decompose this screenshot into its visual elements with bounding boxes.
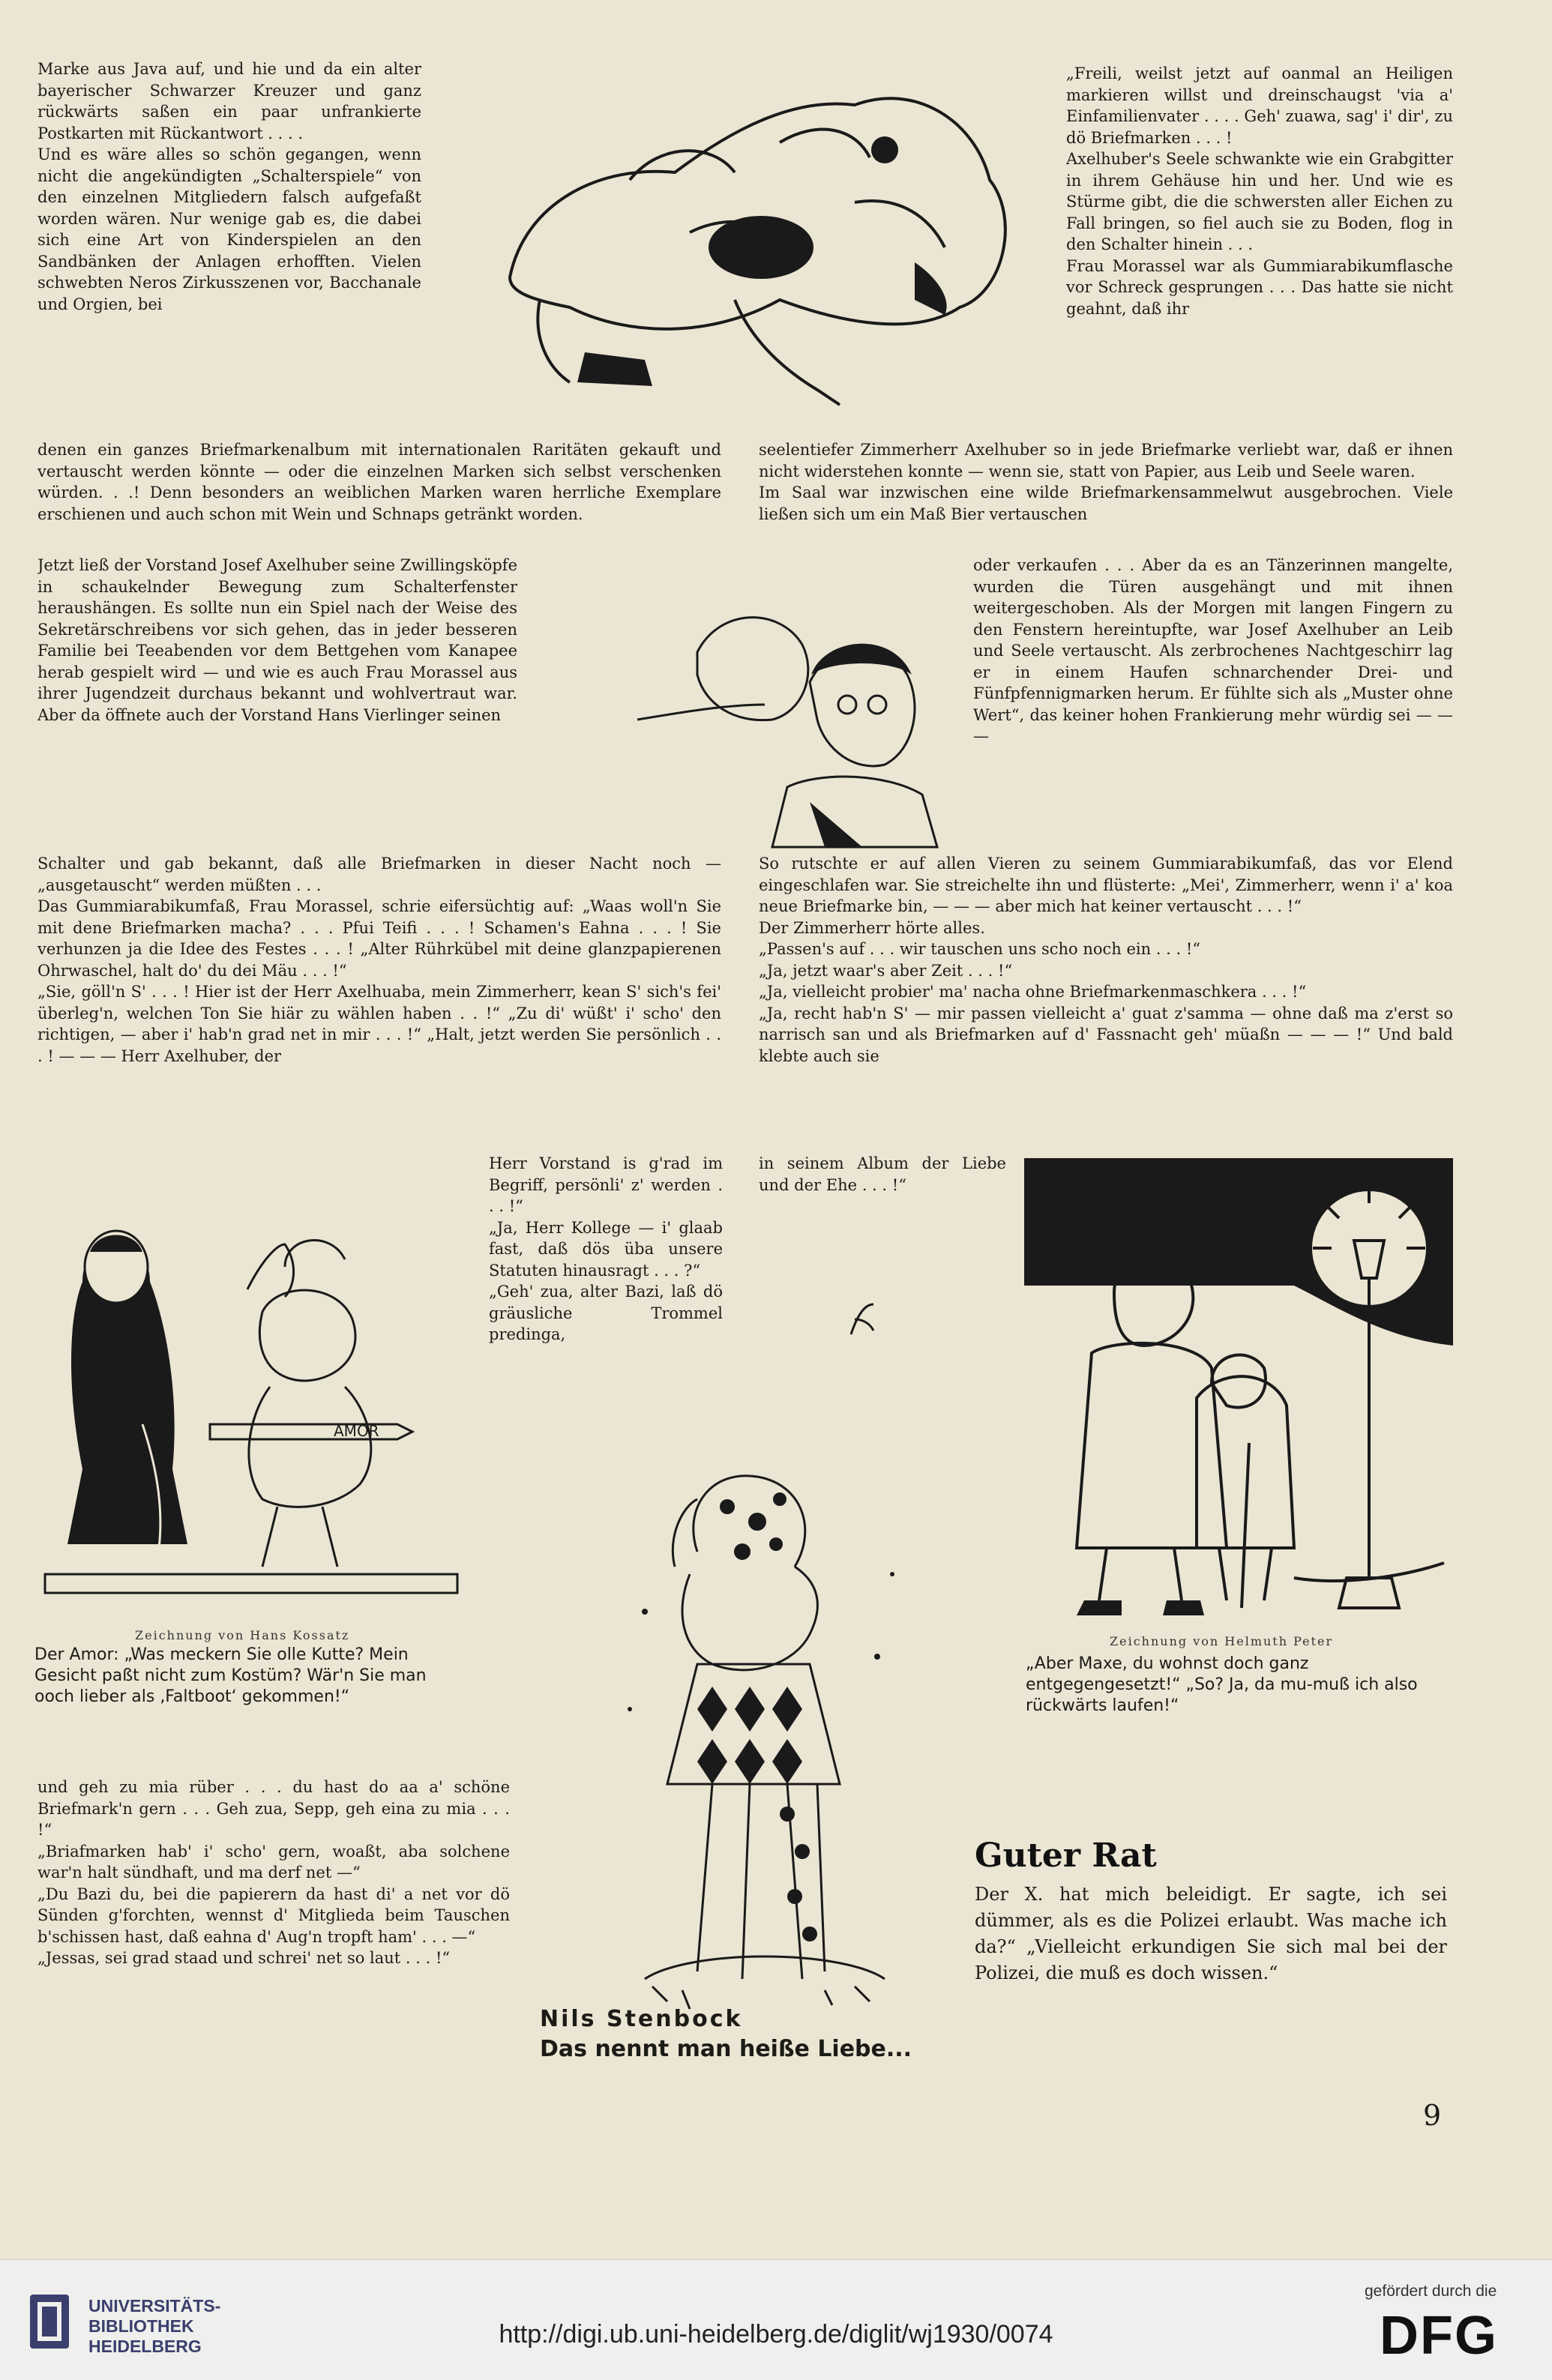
peter-credit: Zeichnung von Helmuth Peter xyxy=(1110,1634,1334,1648)
text-col2-top xyxy=(1066,63,1453,427)
paragraph: „Passen's auf . . . wir tauschen uns scho noch ein . . . !“ xyxy=(759,940,1201,958)
paragraph: seelentiefer Zimmerherr Axelhuber so in jede Briefmarke verliebt war, daß er ihnen nicht widerstehen konnte — wenn sie, statt von Papier, aus Leib und Seele waren. xyxy=(759,441,1453,480)
paragraph: Frau Morassel war als Gummiarabikumflasche vor Schreck gesprungen . . . Das hatte sie nicht geahnt, daß ihr xyxy=(1066,256,1453,318)
kossatz-credit: Zeichnung von Hans Kossatz xyxy=(135,1628,350,1642)
monk-cupid-drawing xyxy=(37,1199,472,1604)
institution-line: UNIVERSITÄTS- xyxy=(88,2296,221,2316)
paragraph: „Ja, jetzt waar's aber Zeit . . . !“ xyxy=(759,961,1013,980)
source-url-link[interactable]: http://digi.ub.uni-heidelberg.de/diglit/wj1930/0074 xyxy=(499,2320,1053,2349)
kossatz-caption: Der Amor: „Was meckern Sie olle Kutte? Mein Gesicht paßt nicht zum Kostüm? Wär'n Sie man ooch lieber als ‚Faltboot‘ gekommen!“ xyxy=(34,1645,427,1706)
paragraph: Der X. hat mich beleidigt. Er sagte, ich sei dümmer, als es die Polizei erlaubt. Was mache ich da?“ „Vielleicht erkundigen Sie sich mal bei der Polizei, die muß es doch wissen.“ xyxy=(975,1884,1447,1983)
paragraph: denen ein ganzes Briefmarkenalbum mit internationalen Raritäten gekauft und vertauscht werden könnte — oder die einzelnen Marken sich selbst verschenken würden. . .! Denn besonders an weiblichen Marken waren herrliche Exemplare erschienen und auch schon mit Wein und Schnaps getränkt worden. xyxy=(37,441,721,523)
text-col1-narrow xyxy=(489,1153,723,1408)
paragraph: Axelhuber's Seele schwankte wie ein Grabgitter in ihrem Gehäuse hin und her. Und wie es Stürme gibt, die die schwersten aller Eichen zu Fall bringen, so fiel auch sie zu Boden, flog in den Schalter hinein . . . xyxy=(1066,150,1453,253)
paragraph: „Geh' zua, alter Bazi, laß dö gräusliche Trommel predinga, xyxy=(489,1283,723,1343)
paragraph: „Sie, göll'n S' . . . ! Hier ist der Herr Axelhuaba, mein Zimmerherr, kean S' sich's fei' überleg'n, welchen Ton Sie hiär zu wählen haben . . !“ „Zu di' wüßt' i' scho' den richtigen, — aber i' hab'n grad net in mir . . . !“ „Halt, jetzt werden Sie persönlich . . . ! — — — Herr Axelhuber, der xyxy=(37,983,721,1065)
text-col1-bottom xyxy=(37,1777,510,2061)
paragraph: Schalter und gab bekannt, daß alle Briefmarken in dieser Nacht noch — „ausgetauscht“ werden müßten . . . xyxy=(37,855,721,894)
paragraph: in seinem Album der Liebe und der Ehe . . . !“ xyxy=(759,1154,1006,1194)
lamppost-drawing xyxy=(1024,1158,1453,1630)
guter-rat-heading: Guter Rat xyxy=(975,1837,1157,1875)
paragraph: Herr Vorstand is g'rad im Begriff, persönli' z' werden . . . !“ xyxy=(489,1154,723,1215)
institution-line: HEIDELBERG xyxy=(88,2337,202,2356)
institution-line: BIBLIOTHEK xyxy=(88,2316,194,2336)
paragraph: oder verkaufen . . . Aber da es an Tänzerinnen mangelte, wurden die Türen ausgehängt und mit ihnen weitergeschoben. Als der Morgen mit langen Fingern zu den Fenstern hereintupfte, war Josef Axelhuber an Leib und Seele vertauscht. Als zerbrochenes Nachtgeschirr lag er in einem Haufen schnarchender Drei- und Fünfpfennigmarken herum. Er fühlte sich als „Muster ohne Wert“, das keiner hohen Frankierung mehr würdig sei — — — xyxy=(973,556,1453,745)
digitization-footer xyxy=(0,2259,1552,2380)
amor-label: AMOR xyxy=(334,1422,379,1440)
clown-drawing xyxy=(600,1462,930,2016)
guter-rat-text xyxy=(975,1882,1447,2076)
funding-note: gefördert durch die xyxy=(1365,2283,1497,2300)
text-wide-right-1 xyxy=(759,439,1453,553)
ornament-drawing xyxy=(843,1297,881,1342)
paragraph: „Freili, weilst jetzt auf oanmal an Heiligen markieren willst und dreinschaugst 'via a' Einfamilienvater . . . . Geh' zuawa, sag' i' dir', zu dö Briefmarken . . . ! xyxy=(1066,64,1453,147)
paragraph: „Ja, vielleicht probier' ma' nacha ohne Briefmarkenmaschkera . . . !“ xyxy=(759,983,1307,1001)
paragraph: und geh zu mia rüber . . . du hast do aa a' schöne Briefmark'n gern . . . Geh zua, Sepp, geh eina zu mia . . . !“ xyxy=(37,1778,510,1839)
illustration-heap-of-figures xyxy=(465,52,1035,420)
paragraph: Marke aus Java auf, und hie und da ein alter bayerischer Schwarzer Kreuzer und ganz rückwärts saßen ein paar unfrankierte Postkarten mit Rückantwort . . . . xyxy=(37,60,421,142)
illustration-two-heads xyxy=(637,592,967,862)
heads-drawing xyxy=(637,592,967,862)
paragraph: Der Zimmerherr hörte alles. xyxy=(759,918,985,937)
ornament xyxy=(843,1297,881,1342)
text-wide-left-2 xyxy=(37,853,721,1151)
illustration-monk-and-cupid xyxy=(37,1199,472,1604)
text-col1-mid xyxy=(37,555,517,852)
page-number: 9 xyxy=(1423,2099,1442,2132)
paragraph: Das Gummiarabikumfaß, Frau Morassel, schrie eifersüchtig auf: „Waas woll'n Sie mit dene Briefmarken macha? . . . Pfui Teifi . . . ! Schamen's Eahna . . . ! Sie verhunzen ja die Idee des Festes . . . ! „Alter Rührkübel mit deine glanzpapierenen Ohrwaschel, halt do' du dei Mäu . . . !“ xyxy=(37,897,721,980)
heap-drawing xyxy=(465,52,1035,420)
text-wide-left-1 xyxy=(37,439,721,553)
illustration-men-at-lamppost xyxy=(1024,1158,1453,1630)
peter-caption: „Aber Maxe, du wohnst doch ganz entgegengesetzt!“ „So? Ja, da mu-muß ich also rückwärts laufen!“ xyxy=(1026,1654,1418,1715)
paragraph: Und es wäre alles so schön gegangen, wenn nicht die angekündigten „Schalterspiele“ von den einzelnen Mitgliedern falsch aufgefaßt worden wären. Nur wenige gab es, die dabei sich eine Art von Kinderspielen an den Sandbänken der Anlagen erhofften. Vielen schwebten Neros Zirkusszenen vor, Bacchanale und Orgien, bei xyxy=(37,145,421,313)
stenbock-name: Nils Stenbock xyxy=(540,2006,743,2032)
paragraph: „Ja, Herr Kollege — i' glaab fast, daß dös üba unsere Statuten hinausragt . . . ?“ xyxy=(489,1218,723,1280)
text-col1-top xyxy=(37,58,421,439)
dfg-logo: DFG xyxy=(1380,2306,1498,2366)
paragraph: „Ja, recht hab'n S' — mir passen vielleicht a' guat z'samma — ohne daß ma z'erst so narrisch san und als Briefmarken auf d' Fassnacht geh' müaßn — — — !“ Und bald klebte auch sie xyxy=(759,1004,1453,1065)
paragraph: „Du Bazi du, bei die papierern da hast di' a net vor dö Sünden g'forchten, wennst d' Mitglieda beim Tauschen b'schissen hast, daß eahna d' Aug'n tropft ham' . . . —“ xyxy=(37,1885,510,1946)
paragraph: So rutschte er auf allen Vieren zu seinem Gummiarabikumfaß, das vor Elend eingeschlafen war. Sie streichelte ihn und flüsterte: „Mei', Zimmerherr, wenn i' a' koa neue Briefmarke bin, — — — aber mich hat keiner vertauscht . . . !“ xyxy=(759,855,1453,915)
text-wide-right-2 xyxy=(759,853,1453,1151)
illustration-clown-couple xyxy=(600,1462,930,2016)
text-col2-narrow xyxy=(759,1153,1006,1243)
paragraph: „Jessas, sei grad staad und schrei' net so laut . . . !“ xyxy=(37,1949,451,1967)
paragraph: Im Saal war inzwischen eine wilde Briefmarkensammelwut ausgebrochen. Viele ließen sich um ein Maß Bier vertauschen xyxy=(759,483,1453,523)
stenbock-title: Das nennt man heiße Liebe... xyxy=(540,2036,912,2062)
text-col2-mid xyxy=(973,555,1453,852)
paragraph: „Briafmarken hab' i' scho' gern, woaßt, aba solchene war'n halt sündhaft, und ma derf net —“ xyxy=(37,1842,510,1882)
paragraph: Jetzt ließ der Vorstand Josef Axelhuber seine Zwillingsköpfe in schaukelnder Bewegung zum Schalterfenster heraushängen. Es sollte nun ein Spiel nach der Weise des Sekretärschreibens vor sich gehen, das in jeder besseren Familie bei Teeabenden vor dem Bettgehen vom Kanapee herab gespielt wird — und wie es auch Frau Morassel aus ihrer Jugendzeit durchaus bekannt und wohlvertraut war. Aber da öffnete auch der Vorstand Hans Vierlinger seinen xyxy=(37,556,517,724)
